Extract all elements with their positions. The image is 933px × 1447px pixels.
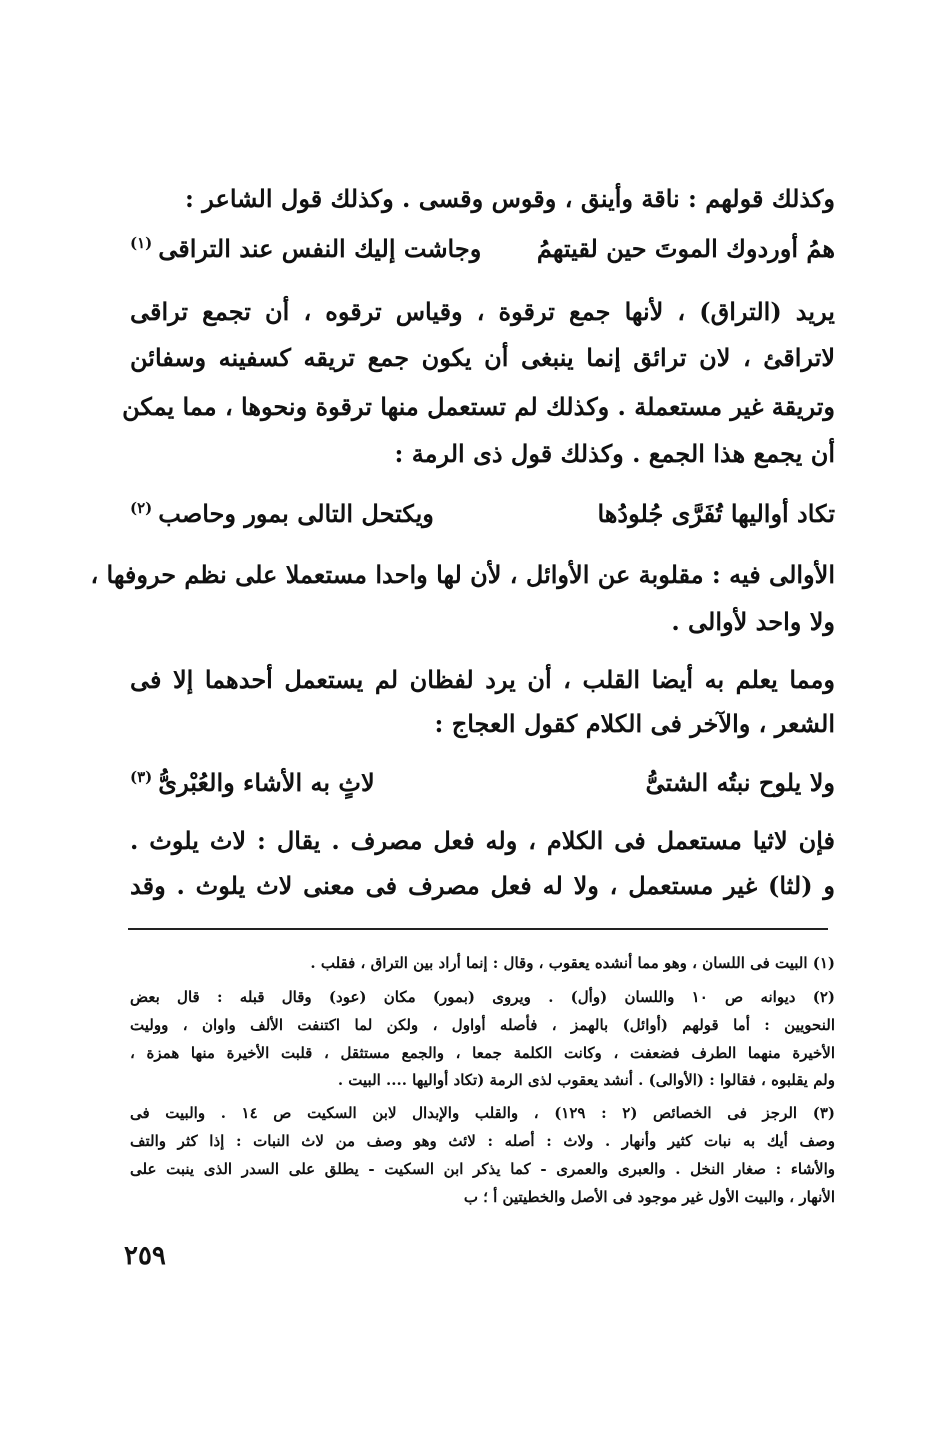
verse-second-hemistich: [130, 232, 481, 269]
footnote-divider: [128, 928, 828, 930]
body-line: ولا واحد لأوالى .: [671, 607, 835, 636]
verse-second-text: لاثٍ به الأشاء والعُبْرىُّ: [158, 768, 375, 797]
body-line: فإن لاثيا مستعمل فى الكلام ، وله فعل مصرف . يقال : لاث يلوث .: [130, 826, 835, 855]
body-line: وكذلك قولهم : ناقة وأينق ، وقوس وقسى . وكذلك قول الشاعر :: [185, 184, 835, 213]
footnote-ref: (٢): [130, 499, 153, 517]
footnote-line: الأنهار ، والبيت الأول غير موجود فى الأصل والخطيتين أ ؛ ب: [463, 1188, 835, 1206]
body-line: ومما يعلم به أيضا القلب ، أن يرد لفظان لم يستعمل أحدهما إلا فى: [130, 665, 835, 694]
body-line: و (لثا) غير مستعمل ، ولا له فعل مصرف فى معنى لاث يلوث . وقد: [130, 871, 835, 900]
footnote-line: (٢) ديوانه ص ١٠ واللسان (وأل) . ويروى (بمور) مكان (عود) وقال قبله : قال بعض: [130, 988, 835, 1006]
body-line: لاتراقئ ، لان ترائق إنما ينبغى أن يكون جمع تريقه كسفينه وسفائن: [130, 343, 836, 372]
footnote-line: (٣) الرجز فى الخصائص (٢ : ١٢٩) ، والقلب والإبدال لابن السكيت ص ١٤ . والبيت فى: [130, 1104, 835, 1122]
body-line: الأوالى فيه : مقلوبة عن الأوائل ، لأن لها واحدا مستعملا على نظم حروفها ،: [90, 560, 835, 589]
body-line: الشعر ، والآخر فى الكلام كقول العجاج :: [434, 709, 835, 738]
footnote-ref: (٣): [130, 768, 153, 786]
footnote-line: الأخيرة منهما الطرف فضعفت ، وكانت الكلمة جمعا ، والجمع مستثقل ، قلبت الأخيرة منها همزة ،: [130, 1044, 835, 1062]
body-line: يريد (التراق) ، لأنها جمع ترقوة ، وقياس ترقوه ، أن تجمع تراقى: [130, 297, 835, 326]
page-number: ٢٥٩: [124, 1241, 166, 1271]
footnote-line: النحويين : أما قولهم (أوائل) بالهمز ، فأصله أواول ، ولكن لما اكتنفت الألف واوان ، ووليت: [130, 1016, 835, 1034]
verse-3: [130, 766, 835, 803]
body-line: وتريقة غير مستعملة . وكذلك لم تستعمل منها ترقوة ونحوها ، مما يمكن: [122, 392, 835, 421]
footnote-line: والأشاء : صغار النخل . والعبرى والعمرى - كما يذكر ابن السكيت - يطلق على السدر الذى ينبت على: [130, 1160, 835, 1178]
body-line: أن يجمع هذا الجمع . وكذلك قول ذى الرمة :: [394, 439, 835, 468]
verse-first-hemistich: ولا يلوح نبتُه الشتىُّ: [645, 768, 835, 797]
verse-second-text: ويكتحل التالى بمور وحاصب: [158, 499, 434, 528]
verse-2: [130, 497, 835, 534]
verse-second-text: وجاشت إليك النفس عند التراقى: [158, 234, 482, 263]
footnote-ref: (١): [130, 234, 153, 252]
footnote-line: وصف أيك به نبات كثير وأنهار . ولاث : أصله : لائث وهو وصف من لاث النبات : إذا كثر والتف: [130, 1132, 835, 1150]
verse-second-hemistich: [130, 766, 375, 803]
verse-first-hemistich: تكاد أواليها تُفَرَّى جُلودُها: [597, 499, 835, 528]
footnote-line: (١) البيت فى اللسان ، وهو مما أنشده يعقوب ، وقال : إنما أراد بين التراق ، فقلب .: [310, 954, 835, 972]
footnote-line: ولم يقلبوه ، فقالوا : (الأوالى) . أنشد يعقوب لذى الرمة (تكاد أواليها .... البيت .: [337, 1071, 835, 1089]
verse-first-hemistich: همُ أوردوك الموتَ حين لقيتهمُ: [536, 234, 835, 263]
verse-1: [130, 232, 835, 269]
verse-second-hemistich: [130, 497, 434, 534]
